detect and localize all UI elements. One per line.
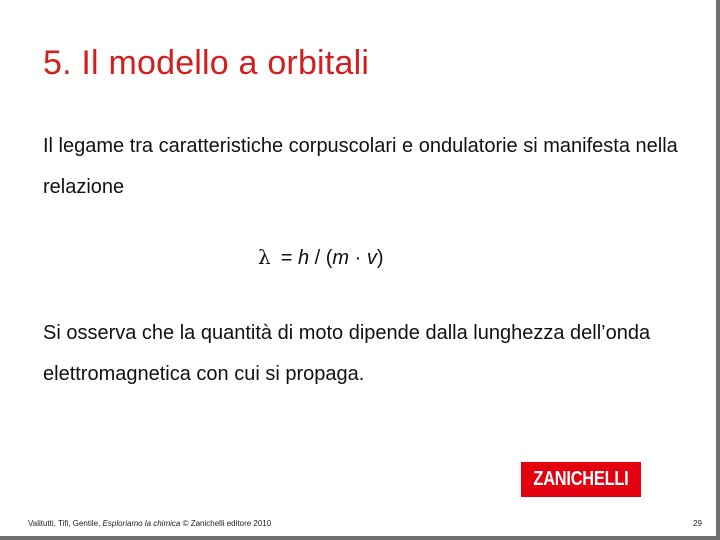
formula-close: ) bbox=[376, 247, 384, 269]
page-number: 29 bbox=[693, 519, 702, 528]
logo-text: ZANICHELLI bbox=[533, 468, 629, 490]
formula-de-broglie bbox=[258, 245, 384, 270]
paragraph-conclusion: Si osserva che la quantità di moto dipende dalla lunghezza dell’onda elettromagnetica con cui si propaga. bbox=[43, 322, 651, 385]
slide-title: 5. Il modello a orbitali bbox=[43, 44, 370, 82]
footer-authors: Valitutti, Tifi, Gentile, bbox=[28, 519, 103, 528]
formula-v: v bbox=[366, 247, 377, 269]
formula-lambda: λ bbox=[258, 245, 271, 269]
formula-equals: = bbox=[280, 247, 298, 269]
footer-book-title: Esploriamo la chimica bbox=[102, 519, 181, 528]
slide-corner bbox=[712, 0, 716, 6]
zanichelli-logo bbox=[521, 462, 641, 497]
footer-credits bbox=[28, 519, 271, 528]
footer-copyright: © Zanichelli editore 2010 bbox=[180, 519, 272, 528]
formula-dot: · bbox=[349, 247, 367, 269]
formula-m: m bbox=[332, 247, 350, 269]
formula-h: h bbox=[297, 247, 310, 269]
formula-slash: / ( bbox=[309, 247, 333, 269]
paragraph-intro: Il legame tra caratteristiche corpuscolari e ondulatorie si manifesta nella relazione bbox=[43, 135, 678, 198]
